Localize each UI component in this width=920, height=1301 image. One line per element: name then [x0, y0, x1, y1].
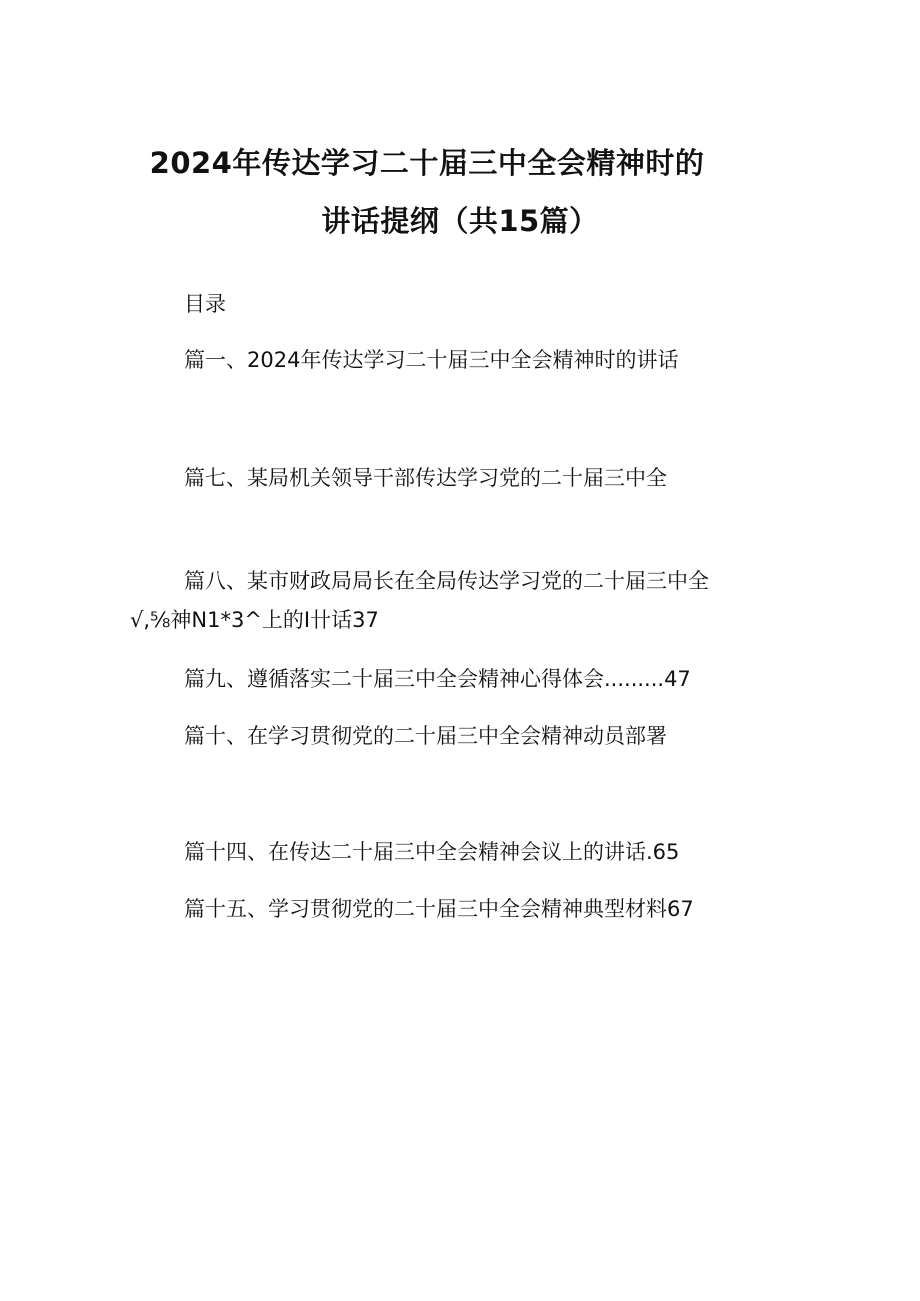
- document-title-line-1: 2024年传达学习二十届三中全会精神时的: [149, 146, 705, 180]
- toc-entry-15: 篇十五、学习贯彻党的二十届三中全会精神典型材料67: [184, 897, 694, 921]
- toc-entry-14: 篇十四、在传达二十届三中全会精神会议上的讲话.65: [184, 840, 680, 864]
- toc-entry-9: 篇九、遵循落实二十届三中全会精神心得体会.........47: [184, 667, 691, 691]
- toc-heading: 目录: [184, 292, 226, 316]
- toc-entry-7: 篇七、某局机关领导干部传达学习党的二十届三中全: [184, 466, 667, 490]
- toc-entry-8-continuation: √,⅝神N1*3^上的I卄话37: [130, 608, 379, 632]
- toc-entry-10: 篇十、在学习贯彻党的二十届三中全会精神动员部署: [184, 724, 667, 748]
- document-title-line-2: 讲话提纲（共15篇）: [321, 204, 599, 238]
- toc-entry-8: 篇八、某市财政局局长在全局传达学习党的二十届三中全: [184, 569, 709, 593]
- toc-entry-1: 篇一、2024年传达学习二十届三中全会精神时的讲话: [184, 348, 679, 372]
